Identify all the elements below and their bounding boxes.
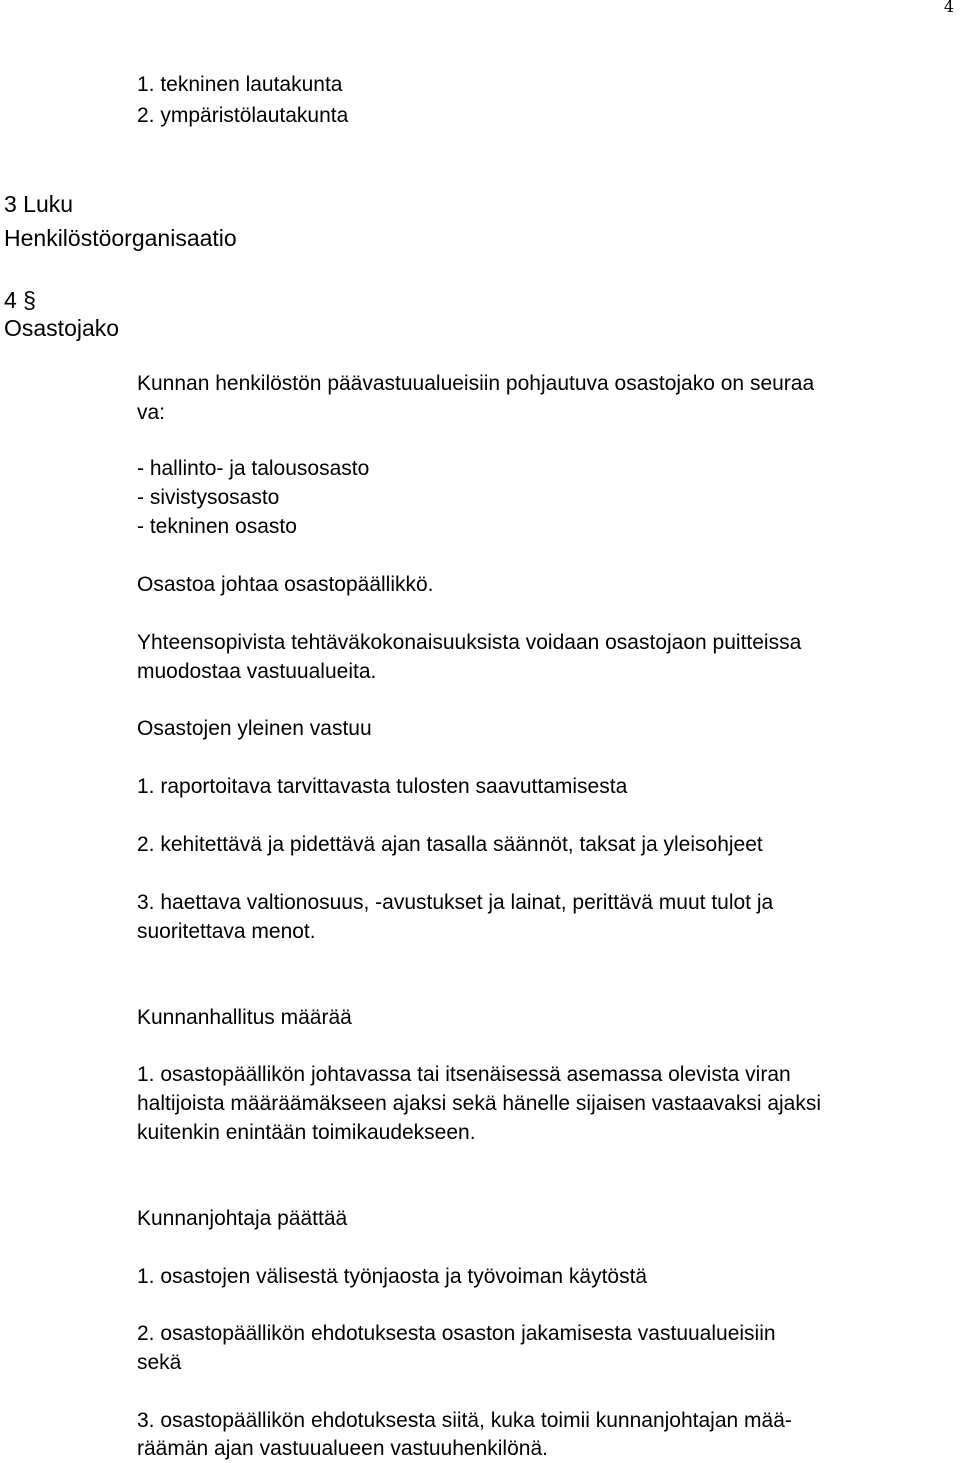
list-item: 2. ympäristölautakunta bbox=[137, 104, 349, 127]
responsibility-item: 2. kehitettävä ja pidettävä ajan tasalla säännöt, taksat ja yleisohjeet bbox=[137, 833, 763, 856]
manager-item-line: räämän ajan vastuualueen vastuuhenkilönä. bbox=[137, 1437, 548, 1460]
general-responsibility-heading: Osastojen yleinen vastuu bbox=[137, 717, 372, 740]
head-paragraph: Osastoa johtaa osastopäällikkö. bbox=[137, 573, 434, 596]
compat-paragraph-line: muodostaa vastuualueita. bbox=[137, 660, 377, 683]
manager-decides-heading: Kunnanjohtaja päättää bbox=[137, 1207, 348, 1230]
department-item: - sivistysosasto bbox=[137, 486, 280, 509]
responsibility-item-line: 3. haettava valtionosuus, -avustukset ja lainat, perittävä muut tulot ja bbox=[137, 891, 774, 914]
department-item: - hallinto- ja talousosasto bbox=[137, 457, 370, 480]
list-item: 1. tekninen lautakunta bbox=[137, 73, 343, 96]
page-number: 4 bbox=[943, 0, 954, 16]
chapter-title: Henkilöstöorganisaatio bbox=[4, 225, 237, 251]
manager-item-line: 3. osastopäällikön ehdotuksesta siitä, kuka toimii kunnanjohtajan mää- bbox=[137, 1409, 792, 1432]
intro-paragraph-line: va: bbox=[137, 401, 166, 424]
manager-item: 1. osastojen välisestä työnjaosta ja työvoiman käytöstä bbox=[137, 1265, 648, 1288]
manager-item-line: sekä bbox=[137, 1351, 182, 1374]
board-item-line: 1. osastopäällikön johtavassa tai itsenäisessä asemassa olevista viran bbox=[137, 1063, 791, 1086]
section-title: Osastojako bbox=[4, 315, 120, 341]
responsibility-item: 1. raportoitava tarvittavasta tulosten saavuttamisesta bbox=[137, 775, 628, 798]
board-item-line: kuitenkin enintään toimikaudekseen. bbox=[137, 1121, 476, 1144]
compat-paragraph-line: Yhteensopivista tehtäväkokonaisuuksista voidaan osastojaon puitteissa bbox=[137, 631, 802, 654]
board-item-line: haltijoista määräämäkseen ajaksi sekä hänelle sijaisen vastaavaksi ajaksi bbox=[137, 1092, 822, 1115]
board-decides-heading: Kunnanhallitus määrää bbox=[137, 1006, 352, 1029]
manager-item-line: 2. osastopäällikön ehdotuksesta osaston jakamisesta vastuualueisiin bbox=[137, 1322, 776, 1345]
chapter-number: 3 Luku bbox=[4, 191, 74, 217]
department-item: - tekninen osasto bbox=[137, 515, 297, 538]
intro-paragraph-line: Kunnan henkilöstön päävastuualueisiin pohjautuva osastojako on seuraa bbox=[137, 372, 815, 395]
responsibility-item-line: suoritettava menot. bbox=[137, 920, 316, 943]
section-number: 4 § bbox=[4, 287, 36, 313]
